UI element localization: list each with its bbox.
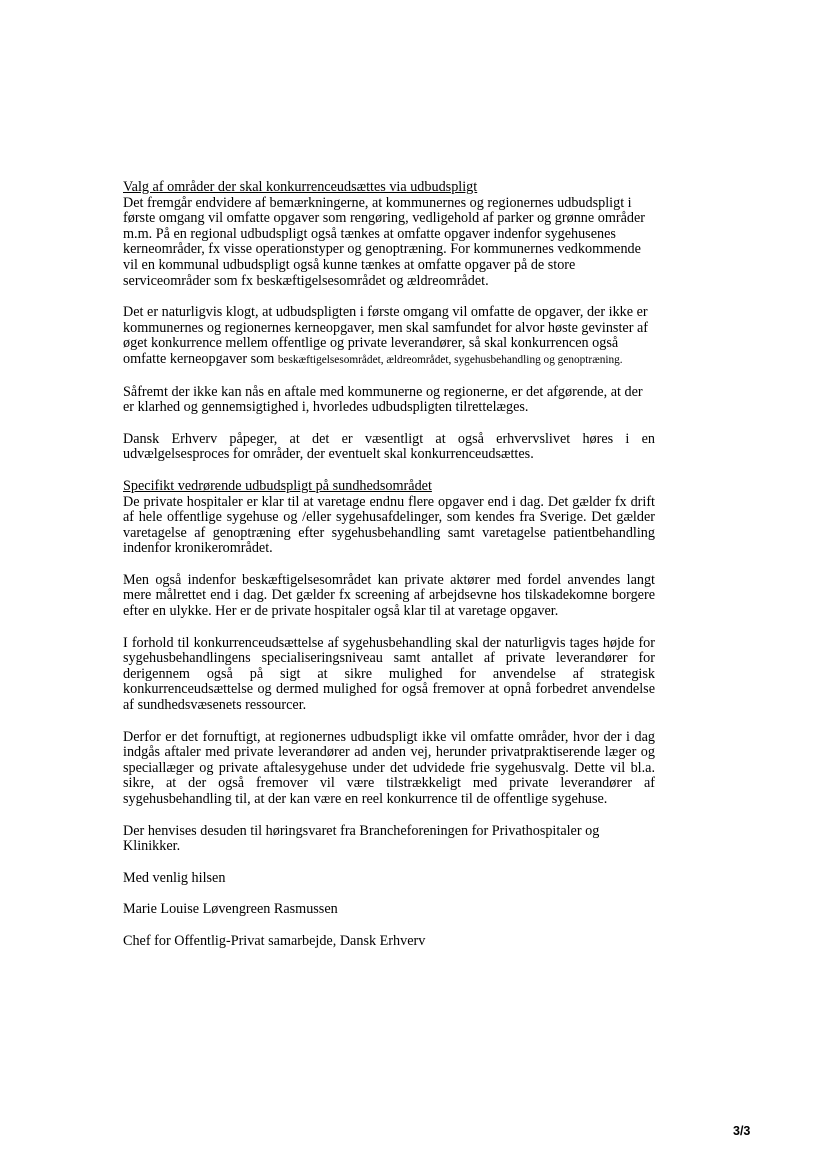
signature-name: Marie Louise Løvengreen Rasmussen — [123, 901, 338, 918]
paragraph: Der henvises desuden til høringsvaret fra Brancheforeningen for Privathospitaler og Klinikker. — [123, 822, 600, 855]
paragraph — [123, 305, 655, 368]
paragraph: Dansk Erhverv påpeger, at det er væsentligt at også erhvervslivet høres i en udvælgelsesproces for områder, der eventuelt skal konkurrenceudsættes. — [123, 430, 655, 463]
letter-body — [123, 180, 655, 966]
closing-greeting: Med venlig hilsen — [123, 869, 226, 886]
paragraph-text-small: beskæftigelsesområdet, ældreområdet, sygehusbehandling og genoptræning. — [277, 353, 623, 366]
paragraph: Såfremt der ikke kan nås en aftale med kommunerne og regionerne, er det afgørende, at der er klarhed og gennemsigtighed i, hvorledes udbudspligten tilrettelæges. — [123, 383, 643, 416]
paragraph-text: Det er naturligvis klogt, at udbudspligten i første omgang vil omfatte de opgaver, der ikke er kommunernes og regionernes kerneopgaver, men skal samfundet for alvor høste gevinster af øget konkurrence mellem offentlige og private leverandører, så skal konkurrencen også omfatte kerneopgaver som — [123, 304, 648, 367]
paragraph: Men også indenfor beskæftigelsesområdet kan private aktører med fordel anvendes langt mere målrettet end i dag. Det gælder fx screening af arbejdsevne hos tilskadekomne borgere efter en ulykke. Her er de private hospitaler også klar til at varetage opgaver. — [123, 571, 655, 620]
section-sundhed — [123, 479, 655, 557]
section-heading-valg: Valg af områder der skal konkurrenceudsættes via udbudspligt — [123, 179, 478, 195]
section-heading-sundhed: Specifikt vedrørende udbudspligt på sundhedsområdet — [123, 477, 432, 494]
paragraph: I forhold til konkurrenceudsættelse af sygehusbehandling skal der naturligvis tages højde for sygehusbehandlingens specialiseringsniveau samt antallet af private leverandører for derigennem også på sigt at sikre mulighed for anvendelse af strategisk konkurrenceudsættelse og dermed mulighed for også fremover at opnå forbedret anvendelse af sundhedsvæsenets ressourcer. — [123, 634, 655, 714]
section-valg — [123, 180, 655, 289]
page-number: 3/3 — [733, 1124, 751, 1138]
paragraph: Det fremgår endvidere af bemærkningerne, at kommunernes og regionernes udbudspligt i første omgang vil omfatte opgaver som rengøring, vedligehold af parker og grønne områder m.m. På en regional udbudspligt også tænkes at omfatte opgaver indenfor sygehusenes kerneområder, fx visse operationstyper og genoptræning. For kommunernes vedkommende vil en kommunal udbudspligt også kunne tænkes at omfatte opgaver på de store serviceområder som fx beskæftigelsesområdet og ældreområdet. — [123, 194, 646, 289]
paragraph: Derfor er det fornuftigt, at regionernes udbudspligt ikke vil omfatte områder, hvor der i dag indgås aftaler med private leverandører ad anden vej, herunder privatpraktiserende læger og speciallæger og private aftalesygehuse under det udvidede frie sygehusvalg. Dette vil bl.a. sikre, at der også fremover vil være tilstrækkeligt med private leverandører af sygehusbehandling til, at der kan være en reel konkurrence til de offentlige sygehuse. — [123, 728, 655, 807]
paragraph: De private hospitaler er klar til at varetage endnu flere opgaver end i dag. Det gælder fx drift af hele offentlige sygehuse og /eller sygehusafdelinger, som kendes fra Sverige. Det gælder varetagelse af genoptræning efter sygehusbehandling samt varetagelse patientbehandling indenfor kronikerområdet. — [123, 493, 655, 557]
signature-title: Chef for Offentlig-Privat samarbejde, Dansk Erhverv — [123, 932, 426, 949]
